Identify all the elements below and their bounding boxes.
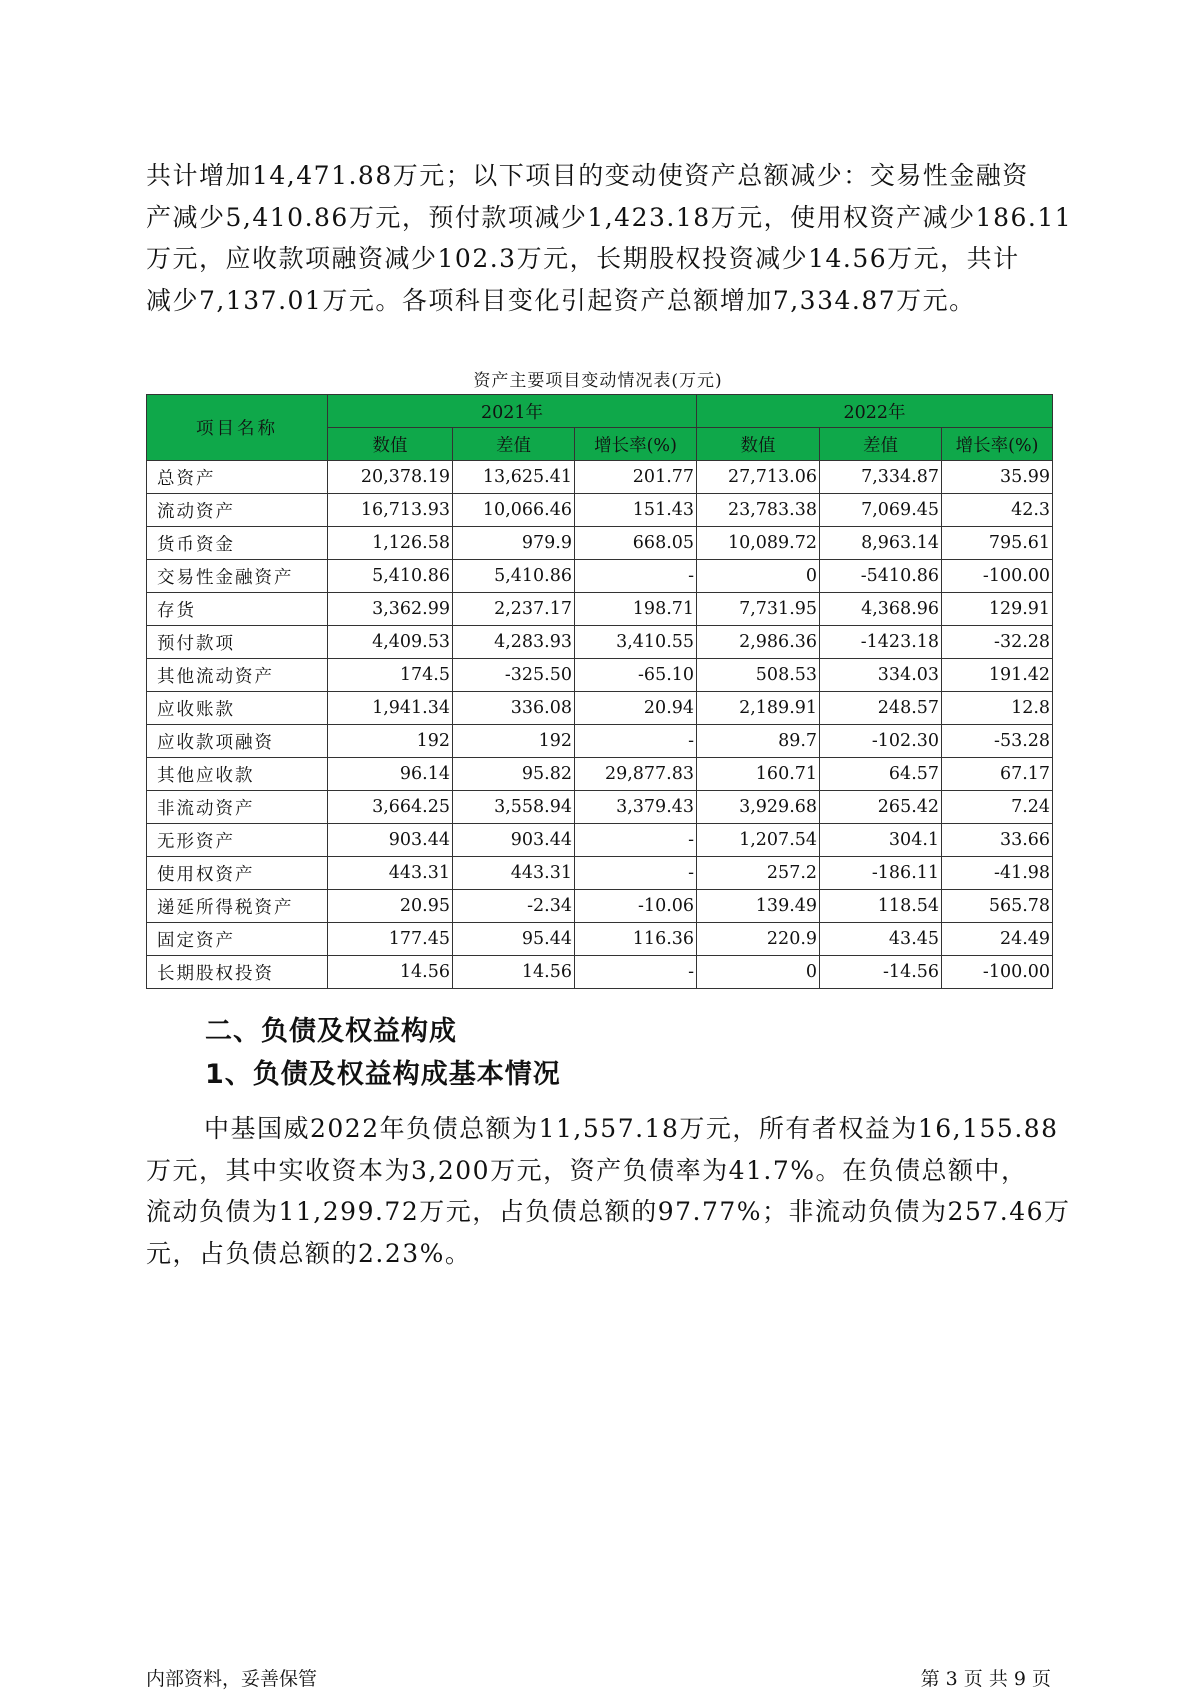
table-cell: 7,334.87 (820, 461, 942, 494)
table-cell: 3,664.25 (328, 791, 453, 824)
table-row (147, 824, 1053, 857)
table-cell: - (575, 560, 697, 593)
table-cell: 979.9 (453, 527, 575, 560)
table-cell: -10.06 (575, 890, 697, 923)
table-cell: -100.00 (942, 560, 1053, 593)
table-row (147, 560, 1053, 593)
table-cell: 5,410.86 (328, 560, 453, 593)
table-cell: 2,189.91 (697, 692, 820, 725)
row-label: 流动资产 (147, 494, 328, 527)
table-cell: 29,877.83 (575, 758, 697, 791)
header-item-name: 项目名称 (147, 395, 328, 461)
table-cell: 95.44 (453, 923, 575, 956)
table-cell: 248.57 (820, 692, 942, 725)
footer-page-number: 第 3 页 共 9 页 (920, 1668, 1051, 1690)
table-cell: 0 (697, 560, 820, 593)
row-label: 应收账款 (147, 692, 328, 725)
table-row (147, 461, 1053, 494)
table-cell: 33.66 (942, 824, 1053, 857)
intro-paragraph (146, 155, 1073, 321)
table-cell: 265.42 (820, 791, 942, 824)
row-label: 其他流动资产 (147, 659, 328, 692)
table-cell: 10,089.72 (697, 527, 820, 560)
table-cell: 177.45 (328, 923, 453, 956)
table-cell: 192 (453, 725, 575, 758)
table-cell: 192 (328, 725, 453, 758)
table-cell: 116.36 (575, 923, 697, 956)
table-cell: -53.28 (942, 725, 1053, 758)
header-diff-2022: 差值 (820, 428, 942, 461)
table-cell: 14.56 (453, 956, 575, 989)
table-cell: 16,713.93 (328, 494, 453, 527)
row-label: 长期股权投资 (147, 956, 328, 989)
table-cell: 1,941.34 (328, 692, 453, 725)
row-label: 货币资金 (147, 527, 328, 560)
table-row (147, 857, 1053, 890)
table-cell: 118.54 (820, 890, 942, 923)
row-label: 存货 (147, 593, 328, 626)
table-cell: 304.1 (820, 824, 942, 857)
table-cell: 4,283.93 (453, 626, 575, 659)
row-label: 递延所得税资产 (147, 890, 328, 923)
table-row (147, 725, 1053, 758)
table-cell: 1,126.58 (328, 527, 453, 560)
table-cell: 5,410.86 (453, 560, 575, 593)
table-cell: 67.17 (942, 758, 1053, 791)
table-cell: 64.57 (820, 758, 942, 791)
header-diff-2021: 差值 (453, 428, 575, 461)
table-cell: 443.31 (328, 857, 453, 890)
table-cell: - (575, 956, 697, 989)
table-cell: 3,410.55 (575, 626, 697, 659)
table-cell: 160.71 (697, 758, 820, 791)
table-cell: -65.10 (575, 659, 697, 692)
subsection-heading: 1、负债及权益构成基本情况 (205, 1059, 561, 1090)
table-cell: -102.30 (820, 725, 942, 758)
table-cell: -186.11 (820, 857, 942, 890)
table-cell: -100.00 (942, 956, 1053, 989)
table-cell: 3,929.68 (697, 791, 820, 824)
table-cell: 43.45 (820, 923, 942, 956)
table-cell: 668.05 (575, 527, 697, 560)
table-cell: 201.77 (575, 461, 697, 494)
table-cell: 20.95 (328, 890, 453, 923)
table-cell: 89.7 (697, 725, 820, 758)
table-cell: 4,409.53 (328, 626, 453, 659)
table-cell: 3,558.94 (453, 791, 575, 824)
liability-line: 中基国威2022年负债总额为11,557.18万元，所有者权益为16,155.88 (204, 1114, 1059, 1143)
table-cell: 13,625.41 (453, 461, 575, 494)
table-cell: - (575, 857, 697, 890)
table-cell: 198.71 (575, 593, 697, 626)
row-label: 预付款项 (147, 626, 328, 659)
table-cell: -2.34 (453, 890, 575, 923)
row-label: 总资产 (147, 461, 328, 494)
table-cell: -5410.86 (820, 560, 942, 593)
table-cell: 3,379.43 (575, 791, 697, 824)
table-cell: 96.14 (328, 758, 453, 791)
table-row (147, 659, 1053, 692)
table-cell: 8,963.14 (820, 527, 942, 560)
row-label: 其他应收款 (147, 758, 328, 791)
table-cell: 508.53 (697, 659, 820, 692)
intro-line: 共计增加14,471.88万元；以下项目的变动使资产总额减少：交易性金融资 (146, 161, 1029, 190)
table-cell: 10,066.46 (453, 494, 575, 527)
table-row (147, 527, 1053, 560)
table-cell: 14.56 (328, 956, 453, 989)
intro-line: 产减少5,410.86万元，预付款项减少1,423.18万元，使用权资产减少186.11 (146, 202, 1073, 232)
table-cell: 903.44 (328, 824, 453, 857)
table-cell: -32.28 (942, 626, 1053, 659)
table-cell: 7,069.45 (820, 494, 942, 527)
row-label: 固定资产 (147, 923, 328, 956)
row-label: 应收款项融资 (147, 725, 328, 758)
header-growth-2021: 增长率(%) (575, 428, 697, 461)
footer-confidential-note: 内部资料，妥善保管 (146, 1668, 318, 1690)
table-row (147, 494, 1053, 527)
table-cell: 7,731.95 (697, 593, 820, 626)
table-cell: 129.91 (942, 593, 1053, 626)
table-cell: 7.24 (942, 791, 1053, 824)
table-cell: 795.61 (942, 527, 1053, 560)
table-cell: - (575, 824, 697, 857)
table-row (147, 791, 1053, 824)
table-cell: 334.03 (820, 659, 942, 692)
table-cell: 20.94 (575, 692, 697, 725)
header-year-2022: 2022年 (697, 395, 1053, 428)
table-cell: 257.2 (697, 857, 820, 890)
table-row (147, 626, 1053, 659)
table-cell: -41.98 (942, 857, 1053, 890)
table-cell: 23,783.38 (697, 494, 820, 527)
table-row (147, 692, 1053, 725)
table-cell: 35.99 (942, 461, 1053, 494)
table-cell: 220.9 (697, 923, 820, 956)
section-heading: 二、负债及权益构成 (205, 1016, 457, 1047)
asset-change-table (146, 394, 1053, 989)
header-value-2022: 数值 (697, 428, 820, 461)
table-cell: - (575, 725, 697, 758)
intro-line: 万元，应收款项融资减少102.3万元，长期股权投资减少14.56万元，共计 (146, 244, 1020, 273)
table-cell: 336.08 (453, 692, 575, 725)
intro-line: 减少7,137.01万元。各项科目变化引起资产总额增加7,334.87万元。 (146, 285, 976, 315)
table-cell: 95.82 (453, 758, 575, 791)
row-label: 无形资产 (147, 824, 328, 857)
table-caption: 资产主要项目变动情况表(万元) (473, 371, 723, 391)
table-cell: 903.44 (453, 824, 575, 857)
header-year-2021: 2021年 (328, 395, 697, 428)
table-cell: -325.50 (453, 659, 575, 692)
table-cell: 20,378.19 (328, 461, 453, 494)
table-row (147, 758, 1053, 791)
row-label: 交易性金融资产 (147, 560, 328, 593)
table-cell: -14.56 (820, 956, 942, 989)
table-cell: 3,362.99 (328, 593, 453, 626)
table-cell: 27,713.06 (697, 461, 820, 494)
table-cell: 191.42 (942, 659, 1053, 692)
table-row (147, 923, 1053, 956)
liability-paragraph (146, 1108, 1071, 1274)
table-cell: -1423.18 (820, 626, 942, 659)
table-cell: 4,368.96 (820, 593, 942, 626)
header-growth-2022: 增长率(%) (942, 428, 1053, 461)
table-cell: 565.78 (942, 890, 1053, 923)
table-row (147, 890, 1053, 923)
row-label: 非流动资产 (147, 791, 328, 824)
table-cell: 24.49 (942, 923, 1053, 956)
table-row (147, 593, 1053, 626)
row-label: 使用权资产 (147, 857, 328, 890)
table-cell: 1,207.54 (697, 824, 820, 857)
header-value-2021: 数值 (328, 428, 453, 461)
table-row (147, 956, 1053, 989)
table-cell: 139.49 (697, 890, 820, 923)
liability-line: 元，占负债总额的2.23%。 (146, 1238, 472, 1268)
liability-line: 流动负债为11,299.72万元，占负债总额的97.77%；非流动负债为257.46万 (146, 1197, 1071, 1226)
liability-line: 万元，其中实收资本为3,200万元，资产负债率为41.7%。在负债总额中， (146, 1155, 1028, 1185)
table-cell: 443.31 (453, 857, 575, 890)
table-cell: 42.3 (942, 494, 1053, 527)
table-cell: 174.5 (328, 659, 453, 692)
table-cell: 151.43 (575, 494, 697, 527)
table-cell: 12.8 (942, 692, 1053, 725)
table-cell: 0 (697, 956, 820, 989)
table-cell: 2,986.36 (697, 626, 820, 659)
table-cell: 2,237.17 (453, 593, 575, 626)
